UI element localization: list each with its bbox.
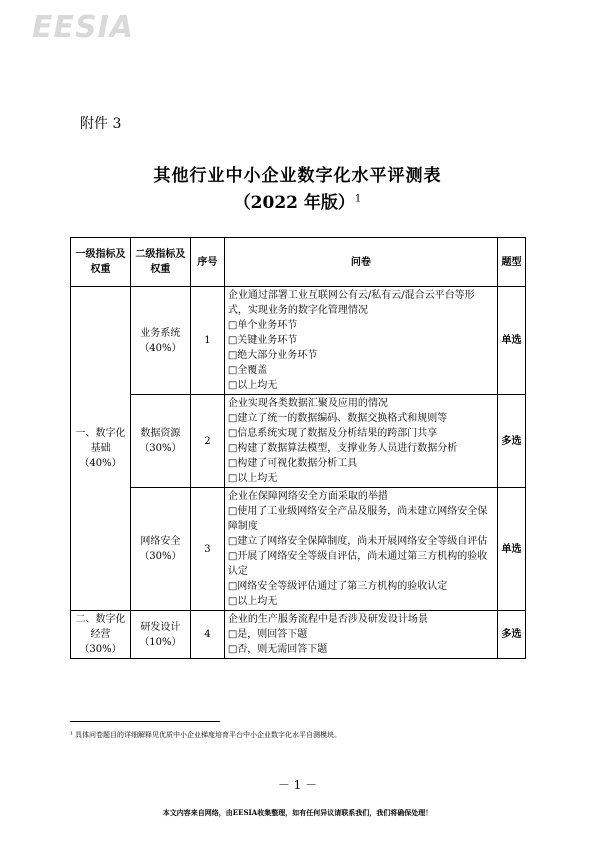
header-primary-indicator: 一级指标及权重 — [71, 238, 131, 287]
question-cell — [224, 287, 497, 395]
row-number: 3 — [190, 488, 224, 611]
table-row — [71, 488, 526, 611]
option: □绝大部分业务环节 — [227, 350, 318, 361]
table-header-row — [71, 238, 526, 287]
question-cell — [224, 611, 497, 659]
header-type: 题型 — [498, 238, 526, 287]
header-secondary-indicator: 二级指标及权重 — [130, 238, 190, 287]
option: □信息系统实现了数据及分析结果的跨部门共享 — [227, 428, 438, 439]
option: □开展了网络安全等级自评估，尚未通过第三方机构的验收认定 — [227, 551, 488, 577]
primary-indicator-digital-foundation: 一、数字化基础（40%） — [71, 287, 131, 611]
header-question: 问卷 — [224, 238, 497, 287]
table-row — [71, 611, 526, 659]
question-type: 单选 — [498, 488, 526, 611]
table-row — [71, 287, 526, 395]
eesia-logo: EESIA — [32, 10, 134, 45]
subtitle-text: （2022 年版） — [233, 193, 355, 213]
option: □以上均无 — [227, 380, 278, 391]
option: □单个业务环节 — [227, 320, 298, 331]
page-number: － 1 － — [277, 778, 318, 792]
question-type: 多选 — [498, 395, 526, 488]
question-type: 多选 — [498, 611, 526, 659]
question-text: 企业的生产服务流程中是否涉及研发设计场景 — [227, 614, 428, 625]
option: □构建了可视化数据分析工具 — [227, 458, 358, 469]
question-text: 企业在保障网络安全方面采取的举措 — [227, 491, 388, 502]
secondary-indicator: 网络安全（30%） — [130, 488, 190, 611]
page-footer: 本文内容来自网络，由EESIA收集整理，如有任何异议请联系我们，我们将确保处理！ — [162, 808, 433, 817]
option: □以上均无 — [227, 596, 278, 607]
primary-indicator-digital-operation: 二、数字化经营（30%） — [71, 611, 131, 659]
row-number: 1 — [190, 287, 224, 395]
question-text: 企业实现各类数据汇聚及应用的情况 — [227, 398, 388, 409]
option: □否，则无需回答下题 — [227, 644, 328, 655]
option: □是，则回答下题 — [227, 629, 308, 640]
option: □网络安全等级评估通过了第三方机构的验收认定 — [227, 581, 448, 592]
table-row — [71, 395, 526, 488]
secondary-indicator: 研发设计（10%） — [130, 611, 190, 659]
option: □关键业务环节 — [227, 335, 298, 346]
document-title: 其他行业中小企业数字化水平评测表 — [153, 166, 442, 186]
option: □使用了工业级网络安全产品及服务，尚未建立网络安全保障制度 — [227, 506, 488, 532]
evaluation-table — [70, 237, 526, 659]
footnote-marker: 1 — [354, 193, 362, 205]
row-number: 2 — [190, 395, 224, 488]
option: □建立了网络安全保障制度，尚未开展网络安全等级自评估 — [227, 536, 488, 547]
option: □构建了数据算法模型，支撑业务人员进行数据分析 — [227, 443, 458, 454]
question-type: 单选 — [498, 287, 526, 395]
option: □全覆盖 — [227, 365, 268, 376]
footnote-divider — [70, 721, 220, 722]
header-number: 序号 — [190, 238, 224, 287]
secondary-indicator: 业务系统（40%） — [130, 287, 190, 395]
secondary-indicator: 数据资源（30%） — [130, 395, 190, 488]
footnote: ¹ 具体问卷题目的详细解释见优质中小企业梯度培育平台中小企业数字化水平自测模块。 — [70, 731, 342, 739]
row-number: 4 — [190, 611, 224, 659]
document-subtitle — [0, 188, 595, 213]
option: □建立了统一的数据编码、数据交换格式和规则等 — [227, 413, 448, 424]
question-text: 企业通过部署工业互联网公有云/私有云/混合云平台等形式，实现业务的数字化管理情况 — [227, 290, 475, 316]
attachment-label: 附件 3 — [80, 116, 122, 132]
question-cell — [224, 488, 497, 611]
question-cell — [224, 395, 497, 488]
option: □以上均无 — [227, 473, 278, 484]
